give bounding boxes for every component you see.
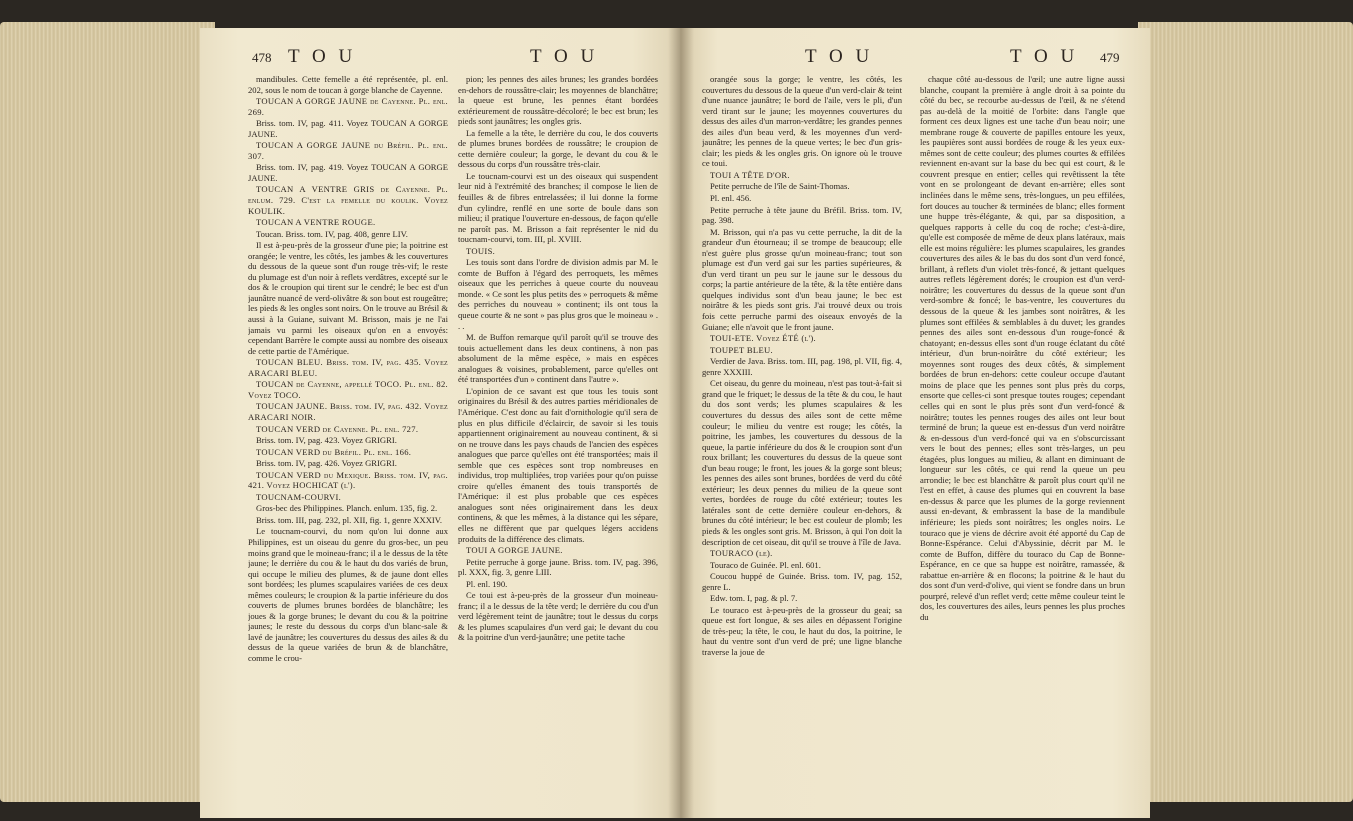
paragraph: Les touis sont dans l'ordre de division admis par M. le comte de Buffon à l'égard des perroquets, les mêmes oiseaux que les perriches à queue courte du nouveau monde. « Ce sont les plus petits des » perroquets & même des perriches du nouveau » continent; ils ont tous la queue courte & ne sont » pas plus gros que le moineau » . . . [458, 257, 658, 331]
entry-heading: TOUCAN A VENTRE GRIS de Cayenne. Pl. enlum. 729. C'est la femelle du koulik. Voyez KOULIK. [248, 184, 448, 216]
paragraph: Toucan. Briss. tom. IV, pag. 408, genre LIV. [256, 228, 408, 239]
right-page-edges [1138, 22, 1353, 802]
paragraph: Le toucnam-courvi est un des oiseaux qui suspendent leur nid à l'extrémité des branches; il compose le lien de feuilles & de fibres entrelassées; il lui donne la forme d'un cylindre, renflé en une sorte de boule dans son milieu; il pratique l'ouverture en-dessous, de façon qu'elle ne paroît pas. M. Brisson a fait représenter le nid du toucnam-courvi, tom. III, pl. XVIII. [458, 170, 658, 245]
entry-heading: TOUIS. [466, 245, 496, 256]
entry-heading: TOURACO (le). [710, 548, 773, 559]
paragraph: orangée sous la gorge; le ventre, les côtés, les couvertures du dessous de la queue d'un verd-clair & teint d'une nuance jaunâtre; le bord de l'aile, vers le pli, d'un verd tirant sur le jaune; les moyennes couvertures du dessus des ailes d'un marron-verdâtre; les grandes pennes des ailes d'un beau verd, & les moyennes d'un verd-jaunâtre; les pennes de la queue vertes; le bec d'un gris-clair; les pieds & les ongles gris. On ignore où le trouve ce toui. [702, 74, 902, 169]
paragraph: Briss. tom. IV, pag. 423. Voyez GRIGRI. [256, 435, 397, 446]
entry-heading: TOUCAN VERD de Cayenne. Pl. enl. 727. [256, 423, 419, 434]
entry-heading: TOUCAN A GORGE JAUNE de Cayenne. Pl. enl. 269. [248, 96, 448, 117]
left-page [200, 28, 680, 818]
entry-heading: TOUCAN VERD du Bréfil. Pl. enl. 166. [256, 446, 412, 457]
left-column-1 [248, 74, 448, 809]
entry-heading: TOUCAN JAUNE. Briss. tom. IV, pag. 432. Voyez ARACARI NOIR. [248, 401, 448, 422]
paragraph: Briss. tom. IV, pag. 411. Voyez TOUCAN A GORGE JAUNE. [248, 118, 448, 139]
paragraph: Briss. tom. III, pag. 232, pl. XII, fig. 1, genre XXXIV. [256, 514, 443, 525]
paragraph: chaque côté au-dessous de l'œil; une autre ligne aussi blanche, coupant la première à angle droit à sa pointe du côté du bec, se recourbe au-dessus de l'œil, & ne s'étend pas au-delà de la moitié de l'orbite: dans l'angle que forment ces deux lignes est une tache d'un beau noir; une membrane rouge & couverte de papilles entoure les yeux, les paupières sont aussi bordées de rouge & les yeux eux-mêmes sont de cette couleur; des plumes courtes & effilées reviennent en-avant sur la base du bec qui est court, & le couvrent presque en entier; celles qui revêtissent la tête vont en se prolongeant de devant en-arrière; elles sont inclinées dans le même sens, très-longues, un peu effilées, fort douces au toucher & terminées de blanc; elles forment une huppe très-élégante, & qui, par sa disposition, a quelques rapports à celle du coq de roche; c'est-à-dire, qu'elle est composée de même de deux plans latéraux, mais elle est moins régulière: les plumes scapulaires, les grandes couvertures des ailes & le bas du dos sont d'un verd foncé, brillant, à reflets d'un violet très-foncé, & jettant quelques autres reflets légèrement dorés; le croupion est d'un verd-noirâtre; les couvertures du dessus de la queue sont d'un verd-sombre & foncé; le bas-ventre, les couvertures du dessous de la queue & les jambes sont noirâtres, & les plumes sont effilées & semblables à du duvet; les grandes pennes des ailes sont en-dessous d'un rouge-foncé & chatoyant; en-dessus elles sont d'un rouge éclatant du côté intérieur, d'un brun-noirâtre du côté extérieur; les moyennes sont rouges des deux côtés, & simplement bordées de brun en-dehors: cette couleur occupe d'autant moins de place que les pennes sont plus près du corps, ensorte que celles-ci sont presque toutes rouges; cependant celles qui en sont le plus près sont d'un verd-foncé & noirâtre; toutes les pennes rouges des ailes ont leur bout terminé de brun; la queue est en-dessus d'un verd noirâtre & en-dessous d'un verd-foncé qui va en s'obscurcissant vers le bout des pennes; elles sont très-larges, un peu étagées, plus longues au milieu, & allant en diminuant de longueur sur les côtés, ce qui rend la queue un peu arrondie; le bec est blanchâtre & paroît plus court qu'il ne l'est en effet, à cause des plumes qui en couvrent la base en-dessus & parce que les plumes de la gorge reviennent aussi en-devant, & embrassent la base de la mandibule inférieure; les pieds sont noirâtres; les ongles noirs. Le touraco que je viens de décrire avoit été apporté du Cap de Bonne-Espérance. Celui d'Abyssinie, décrit par M. le comte de Buffon, diffère du touraco du Cap de Bonne-Espérance, en ce que sa huppe est noirâtre, ramassée, & rabattue en-arrière & en flocons; la poitrine & le haut du dos sont d'un verd-d'olive, qui vient se fondre dans un brun pourpré, relevé d'un reflet verd; cette même couleur teint le dos, les couvertures des ailes, leurs pennes les plus proches du [920, 74, 1125, 622]
right-running-head [680, 46, 1150, 68]
entry-heading: TOUI A GORGE JAUNE. [466, 545, 563, 556]
entry-heading: TOUPET BLEU. [710, 344, 773, 355]
left-column-2 [458, 74, 658, 809]
paragraph: pion; les pennes des ailes brunes; les grandes bordées en-dehors de roussâtre-clair; les moyennes de blanchâtre; la queue est brune, les pennes étant bordées extérieurement de roussâtre-décoloré; le bec est brun; les pieds sont jaunâtres; les ongles gris. [458, 74, 658, 127]
paragraph: mandibules. Cette femelle a été représentée, pl. enl. 202, sous le nom de toucan à gorge blanche de Cayenne. [248, 74, 448, 95]
entry-heading: TOUCNAM-COURVI. [256, 491, 342, 502]
right-column-2 [920, 74, 1125, 809]
right-page-number: 479 [1100, 50, 1120, 65]
paragraph: Edw. tom. I, pag. & pl. 7. [710, 593, 798, 604]
paragraph: Le toucnam-courvi, du nom qu'on lui donne aux Philippines, est un oiseau du genre du gros-bec, un peu moins grand que le moineau-franc; il a le dessus de la tête jaune; le derrière du cou & le haut du dos variés de brun, qui occupe le milieu des plumes, & de jaune dont elles sont bordées; les plumes scapulaires variées de ces deux mêmes couleurs; le croupion & la partie inférieure du dos couverts de plumes brunes bordées de blanchâtre; les joues & la gorge brunes; le devant du cou & la poitrine jaunes; le reste du dessous du corps d'un blanc-sale & lavé de jaunâtre; les couvertures du dessus des ailes & du dessus de la queue variées de brun & de blanchâtre, comme le crou- [248, 526, 448, 663]
left-page-edges [0, 22, 215, 802]
entry-heading: TOUCAN A GORGE JAUNE du Bréfil. Pl. enl. 307. [248, 140, 448, 161]
paragraph: Petite perruche de l'île de Saint-Thomas. [710, 181, 850, 192]
paragraph: Gros-bec des Philippines. Planch. enlum. 135, fig. 2. [256, 503, 438, 514]
entry-heading: TOUI-ETE. Voyez ÉTÉ (l'). [710, 333, 816, 344]
paragraph: Il est à-peu-près de la grosseur d'une pie; la poitrine est orangée; le ventre, les côtés, les jambes & les couvertures du dessous de la queue sont d'un rouge très-vif; le reste du plumage est d'un noir à reflets verdâtres, excepté sur le dos & le croupion qui tirent sur le cendré; le bec est d'un jaunâtre nuancé de verd-olivâtre & son bout est rougeâtre; les pieds & les ongles sont noirs. On le trouve au Brésil & aussi à la Guiane, suivant M. Brisson, mais je ne l'ai jamais vu parmi les oiseaux qu'on en a envoyés: cependant Barrère le compte aussi au nombre des oiseaux de cette partie de l'Amérique. [248, 240, 448, 356]
paragraph: M. Brisson, qui n'a pas vu cette perruche, la dit de la grandeur d'un étourneau; il se trompe de beaucoup; elle n'est guère plus grosse qu'un moineau-franc; tout son plumage est d'un verd gai sur les parties supérieures, & d'un verd tirant un peu sur le jaune sur le dessous du corps; la partie antérieure de la tête, & la tête entière dans quelques individus sont d'un beau jaune; le bec est noirâtre & les pieds sont gris. J'ai trouvé deux ou trois fois cette perruche parmi des oiseaux envoyés de la Guiane; elle n'avoit que le front jaune. [702, 226, 902, 332]
paragraph: Coucou huppé de Guinée. Briss. tom. IV, pag. 152, genre L. [702, 571, 902, 592]
paragraph: Petite perruche à gorge jaune. Briss. tom. IV, pag. 396, pl. XXX, fig. 3, genre LIII. [458, 556, 658, 578]
right-page [680, 28, 1150, 818]
paragraph: M. de Buffon remarque qu'il paroît qu'il se trouve des touis actuellement dans les deux continens, à non pas absolument de la même espèce, » mais en espèces analogues & voisines, probablement, parce qu'elles ont été transportées d'un » continent dans l'autre ». [458, 332, 658, 385]
paragraph: La femelle a la tête, le derrière du cou, le dos couverts de plumes brunes bordées de roussâtre; le croupion de cette dernière couleur; la gorge, le devant du cou & le dessous du corps d'un roussâtre très-clair. [458, 127, 658, 170]
paragraph: Pl. enl. 190. [466, 578, 508, 589]
entry-heading: TOUCAN de Cayenne, appellé TOCO. Pl. enl. 82. Voyez TOCO. [248, 379, 448, 400]
paragraph: Briss. tom. IV, pag. 419. Voyez TOUCAN A GORGE JAUNE. [248, 162, 448, 183]
entry-heading: TOUI A TÊTE D'OR. [710, 169, 790, 180]
paragraph: L'opinion de ce savant est que tous les touis sont originaires du Brésil & des autres parties méridionales de l'Amérique. C'est donc au fait d'ornithologie qu'il sera de plus en plus difficile d'éclaircir, de savoir si les touis appartiennent originairement au nouveau continent, & si on ne trouve dans les pays chauds de l'ancien des espèces analogues que parce qu'elles ont été transportées; mais il semble que ces espèces sont trop nombreuses en individus, trop multipliées, trop variées pour qu'on puisse croire qu'elles émanent des touis transportés de l'Amérique: il est plus probable que ces espèces analogues sont nées originairement dans les deux continens, & que les mêmes, à la distance qui les sépare, elles ne diffèrent que par quelques légers accidens produits de la différence des climats. [458, 385, 658, 544]
left-running-head [200, 46, 680, 68]
right-column-1 [702, 74, 902, 809]
paragraph: Cet oiseau, du genre du moineau, n'est pas tout-à-fait si grand que le friquet; le dessus de la tête & du cou, le haut du dos sont verds; les plumes scapulaires & les couvertures du dessus des ailes sont de cette même couleur; le milieu du ventre est rouge; les côtés, la poitrine, les jambes, les couvertures du dessous de la queue, la partie inférieure du dos & le croupion sont d'un roux brillant; les couvertures du dessus de la queue sont d'un beau rouge; le front, les joues & la gorge sont bleus; les pennes des ailes sont brunes, bordées de verd du côté extérieur; les deux pennes du milieu de la queue sont vertes, bordées de rouge du côté extérieur; toutes les latérales sont de cette dernière couleur en-dehors, & brunes du côté intérieur; le bec est couleur de plomb; les pieds & les ongles sont gris. M. Brisson, à qui l'on doit la description de cet oiseau, dit qu'il se trouve à l'île de Java. [702, 378, 902, 547]
left-head-word: T O U [288, 46, 357, 67]
paragraph: Ce toui est à-peu-près de la grosseur d'un moineau-franc; il a le dessus de la tête verd; le derrière du cou d'un verd légèrement teint de jaunâtre; tout le dessus du corps & les plumes scapulaires d'un verd gai; le devant du cou & la poitrine d'un verd-jaunâtre; une petite tache [458, 590, 658, 643]
left-page-number: 478 [252, 50, 272, 65]
paragraph: Verdier de Java. Briss. tom. III, pag. 198, pl. VII, fig. 4, genre XXXIII. [702, 356, 902, 377]
right-head-word-center: T O U [805, 46, 874, 67]
entry-heading: TOUCAN VERD du Mexique. Briss. tom. IV, pag. 421. Voyez HOCHICAT (l'). [248, 469, 448, 491]
paragraph: Briss. tom. IV, pag. 426. Voyez GRIGRI. [256, 458, 397, 469]
entry-heading: TOUCAN A VENTRE ROUGE. [256, 217, 376, 228]
paragraph: Le touraco est à-peu-près de la grosseur du geai; sa queue est fort longue, & ses ailes en dépassent l'origine de très-peu; la tête, le cou, le haut du dos, la poitrine, le haut du ventre sont d'un verd de pré; une ligne blanche traverse la joue de [702, 604, 902, 657]
paragraph: Petite perruche à tête jaune du Bréfil. Briss. tom. IV, pag. 398. [702, 204, 902, 226]
book-gutter [668, 28, 694, 818]
paragraph: Touraco de Guinée. Pl. enl. 601. [710, 559, 821, 570]
left-head-word-center: T O U [530, 46, 599, 67]
entry-heading: TOUCAN BLEU. Briss. tom. IV, pag. 435. Voyez ARACARI BLEU. [248, 357, 448, 378]
paragraph: Pl. enl. 456. [710, 193, 752, 204]
right-head-word: T O U [1010, 46, 1079, 67]
